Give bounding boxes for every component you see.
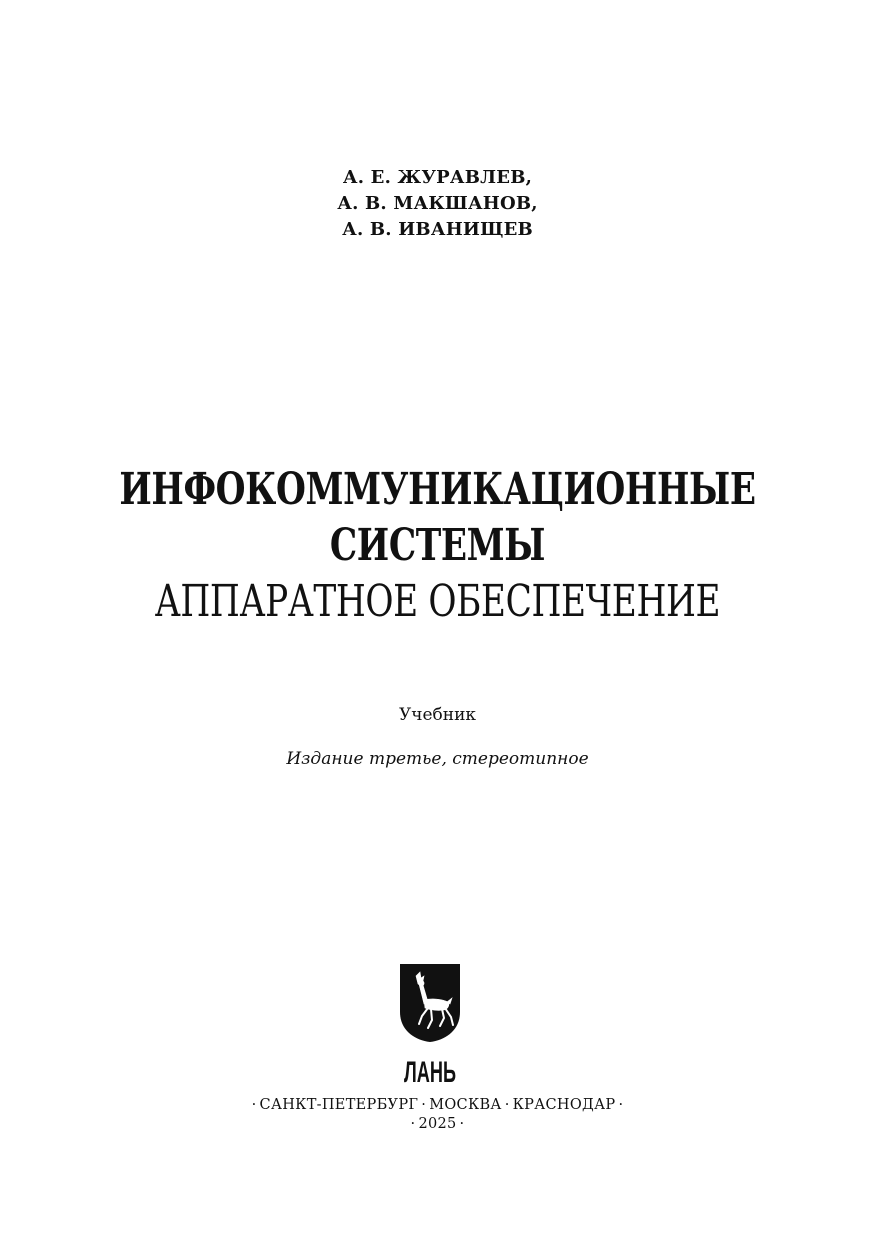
title-line-2: СИСТЕМЫ (329, 520, 546, 571)
publisher-cities: · САНКТ-ПЕТЕРБУРГ · МОСКВА · КРАСНОДАР · (251, 1097, 624, 1113)
publication-year-line: · 2025 · (410, 1116, 465, 1132)
city-3: КРАСНОДАР (512, 1097, 616, 1113)
city-1: САНКТ-ПЕТЕРБУРГ (259, 1097, 419, 1113)
logo-wordmark: ЛАНЬ (404, 1056, 456, 1089)
author-2: А. В. МАКШАНОВ, (337, 193, 538, 214)
city-2: МОСКВА (429, 1097, 502, 1113)
authors-block (0, 165, 875, 243)
edition-note: Издание третье, стереотипное (286, 749, 589, 769)
title-line-3: АППАРАТНОЕ ОБЕСПЕЧЕНИЕ (154, 576, 721, 627)
publisher-logo (398, 962, 462, 1090)
doe-emblem-icon (398, 962, 462, 1090)
publication-year: 2025 (418, 1116, 457, 1132)
title-line-1: ИНФОКОММУНИКАЦИОННЫЕ (119, 464, 756, 515)
author-3: А. В. ИВАНИЩЕВ (342, 219, 533, 240)
book-title (0, 462, 875, 630)
book-kind: Учебник (398, 705, 477, 725)
author-1: А. Е. ЖУРАВЛЕВ, (342, 167, 533, 188)
